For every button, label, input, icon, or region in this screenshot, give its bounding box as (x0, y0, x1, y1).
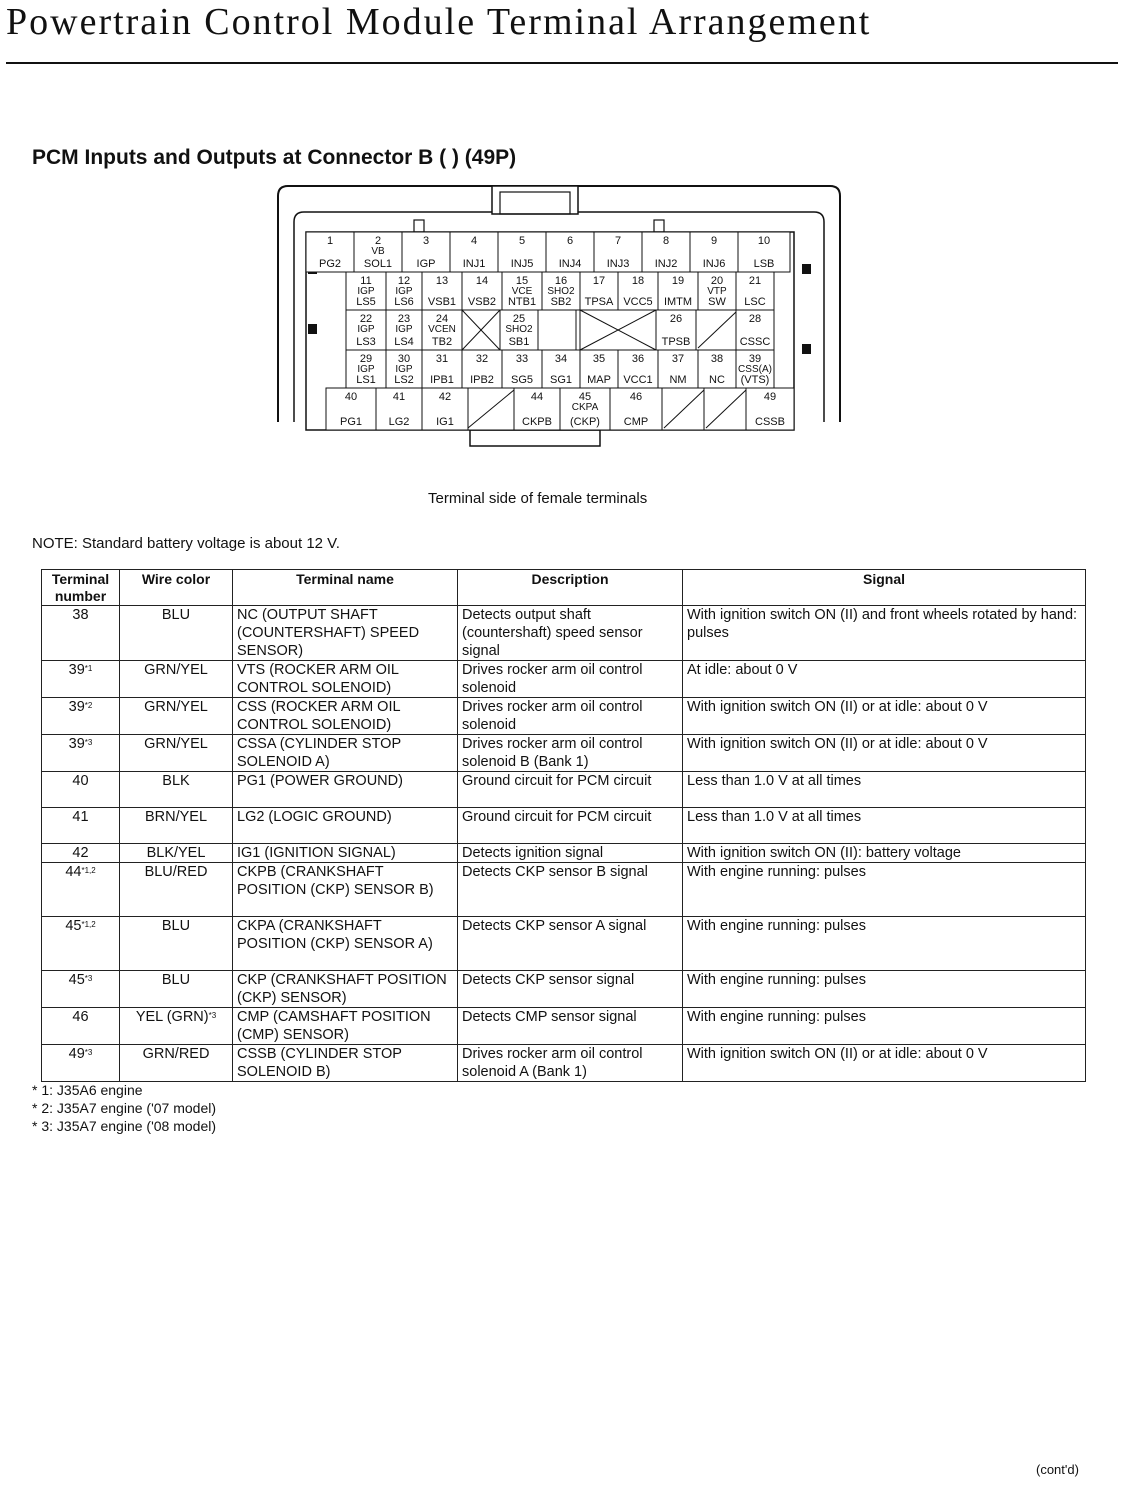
terminal-cavity-26 (656, 310, 696, 350)
terminal-sublabel: IGP (357, 286, 375, 297)
terminal-number: 1 (326, 235, 334, 247)
cell-signal: With engine running: pulses (683, 863, 1086, 917)
cell-description: Detects ignition signal (458, 844, 683, 863)
terminal-cavity-37 (658, 350, 698, 388)
terminal-cavity-28 (736, 310, 774, 350)
cell-description: Ground circuit for PCM circuit (458, 808, 683, 844)
cell-terminal-name: CSSA (CYLINDER STOP SOLENOID A) (233, 735, 458, 772)
header-description: Description (458, 570, 683, 606)
footnote-ref: *3 (84, 974, 93, 983)
cell-wire-color: BLU (120, 606, 233, 661)
table-row (42, 917, 1086, 971)
terminal-number: 14 (475, 275, 489, 287)
continued-label: (cont'd) (1036, 1462, 1079, 1477)
terminal-label: INJ3 (606, 258, 630, 270)
terminal-sublabel: VB (371, 246, 385, 257)
terminal-label: TB2 (431, 336, 453, 348)
header-wire-color: Wire color (120, 570, 233, 606)
terminal-label: IG1 (436, 416, 454, 428)
terminal-number: 29 (359, 353, 373, 365)
terminal-number: 32 (475, 353, 489, 365)
cell-terminal-number: 40 (42, 772, 120, 808)
terminal-cavity-33 (502, 350, 542, 388)
terminal-label: NC (709, 374, 725, 386)
terminal-label: NM (669, 374, 687, 386)
terminal-number: 45 (578, 391, 592, 403)
section-title: PCM Inputs and Outputs at Connector B ( ) (49P) (32, 146, 517, 169)
cell-wire-color: GRN/YEL (120, 735, 233, 772)
terminal-label: VSB1 (427, 296, 457, 308)
terminal-number: 15 (515, 275, 529, 287)
terminal-number: 20 (710, 275, 724, 287)
terminal-cavity-22 (346, 310, 386, 350)
terminal-number: 46 (629, 391, 643, 403)
terminal-table-header (42, 570, 1086, 606)
terminal-label: TPSA (584, 296, 614, 308)
connector-latch (492, 186, 578, 214)
header-terminal-number: Terminal number (42, 570, 120, 606)
terminal-cavity-19 (658, 272, 698, 310)
connector-diagram (270, 182, 850, 452)
cell-description: Detects CKP sensor signal (458, 971, 683, 1008)
terminal-label: SG1 (549, 374, 573, 386)
terminal-number: 4 (470, 235, 478, 247)
cell-signal: At idle: about 0 V (683, 661, 1086, 698)
cell-signal: With ignition switch ON (II) or at idle: about 0 V (683, 735, 1086, 772)
cell-signal: Less than 1.0 V at all times (683, 772, 1086, 808)
cell-wire-color: BRN/YEL (120, 808, 233, 844)
cell-terminal-number: 39$^{*3}$ (42, 735, 120, 772)
terminal-label: IPB1 (430, 374, 454, 386)
cell-signal: With engine running: pulses (683, 917, 1086, 971)
terminal-number: 23 (397, 313, 411, 325)
terminal-cavity-4 (450, 232, 498, 272)
terminal-number: 13 (435, 275, 449, 287)
cell-terminal-name: CKP (CRANKSHAFT POSITION (CKP) SENSOR) (233, 971, 458, 1008)
terminal-label: INJ6 (702, 258, 726, 270)
cell-terminal-name: CKPA (CRANKSHAFT POSITION (CKP) SENSOR A) (233, 917, 458, 971)
terminal-label: VSB2 (467, 296, 497, 308)
cell-signal: With engine running: pulses (683, 1008, 1086, 1045)
terminal-number: 25 (512, 313, 526, 325)
terminal-number: 37 (671, 353, 685, 365)
terminal-label: CKPB (522, 416, 552, 428)
terminal-label: SB1 (508, 336, 530, 348)
terminal-cavity-32 (462, 350, 502, 388)
cell-description: Drives rocker arm oil control solenoid (458, 698, 683, 735)
cell-terminal-name: VTS (ROCKER ARM OIL CONTROL SOLENOID) (233, 661, 458, 698)
diagram-caption: Terminal side of female terminals (428, 490, 648, 507)
terminal-cavity-30 (386, 350, 422, 388)
terminal-number: 41 (392, 391, 406, 403)
cell-terminal-number: 46 (42, 1008, 120, 1045)
cell-description: Drives rocker arm oil control solenoid (458, 661, 683, 698)
terminal-cavity-40 (326, 388, 376, 430)
terminal-label: INJ1 (462, 258, 486, 270)
cell-terminal-number: 39$^{*2}$ (42, 698, 120, 735)
terminal-label: PG2 (318, 258, 342, 270)
terminal-label: SB2 (550, 296, 572, 308)
battery-voltage-note: NOTE: Standard battery voltage is about 12 V. (32, 535, 340, 552)
terminal-sublabel: CSS(A) (738, 364, 772, 375)
table-row (42, 808, 1086, 844)
terminal-number: 2 (374, 235, 382, 247)
terminal-cavity-16 (542, 272, 580, 310)
terminal-cavity-17 (580, 272, 618, 310)
terminal-cavity-41 (376, 388, 422, 430)
terminal-label: CSSB (755, 416, 785, 428)
terminal-label: INJ5 (510, 258, 534, 270)
title-rule (6, 62, 1118, 64)
cell-wire-color: BLK/YEL (120, 844, 233, 863)
terminal-label: INJ4 (558, 258, 582, 270)
terminal-cavity-6 (546, 232, 594, 272)
terminal-number: 49 (763, 391, 777, 403)
terminal-sublabel: CKPA (571, 402, 599, 413)
terminal-cavity-10 (738, 232, 790, 272)
cell-terminal-number: 45$^{*3}$ (42, 971, 120, 1008)
terminal-cavity-20 (698, 272, 736, 310)
cell-terminal-number: 39$^{*1}$ (42, 661, 120, 698)
table-row (42, 863, 1086, 917)
terminal-number: 12 (397, 275, 411, 287)
blank-cavity (538, 310, 576, 350)
footnote-ref: *3 (84, 1048, 93, 1057)
terminal-number: 28 (748, 313, 762, 325)
terminal-cavity-49 (746, 388, 794, 430)
terminal-label: VCC5 (623, 296, 653, 308)
terminal-number: 5 (518, 235, 526, 247)
cell-wire-color: BLK (120, 772, 233, 808)
terminal-cavity-3 (402, 232, 450, 272)
terminal-sublabel: SHO2 (547, 286, 575, 297)
terminal-number: 31 (435, 353, 449, 365)
terminal-sublabel: VCEN (428, 324, 456, 335)
cell-description: Detects CKP sensor A signal (458, 917, 683, 971)
terminal-label: IPB2 (470, 374, 494, 386)
table-row (42, 735, 1086, 772)
terminal-label: MAP (587, 374, 611, 386)
terminal-label: SG5 (510, 374, 534, 386)
footnote: * 1: J35A6 engine (32, 1082, 143, 1098)
terminal-cavity-15 (502, 272, 542, 310)
terminal-sublabel: IGP (395, 286, 413, 297)
terminal-cavity-39 (736, 350, 774, 388)
cell-wire-color: BLU (120, 917, 233, 971)
terminal-cavity-14 (462, 272, 502, 310)
cell-terminal-number: 41 (42, 808, 120, 844)
terminal-cavity-38 (698, 350, 736, 388)
terminal-cavity-36 (618, 350, 658, 388)
cell-signal: With ignition switch ON (II) or at idle: about 0 V (683, 698, 1086, 735)
table-row (42, 606, 1086, 661)
terminal-cavity-7 (594, 232, 642, 272)
footnote-ref: *1 (84, 664, 93, 673)
terminal-cavity-34 (542, 350, 580, 388)
footnotes (32, 1081, 216, 1135)
terminal-cavity-1 (306, 232, 354, 272)
terminal-sublabel: IGP (357, 364, 375, 375)
terminal-label: LS1 (356, 374, 376, 386)
terminal-number: 26 (669, 313, 683, 325)
cell-terminal-name: IG1 (IGNITION SIGNAL) (233, 844, 458, 863)
terminal-cavity-9 (690, 232, 738, 272)
terminal-cavity-25 (500, 310, 538, 350)
footnote-ref: *1,2 (81, 866, 96, 875)
terminal-sublabel: VTP (707, 286, 727, 297)
cell-terminal-name: CKPB (CRANKSHAFT POSITION (CKP) SENSOR B) (233, 863, 458, 917)
terminal-number: 42 (438, 391, 452, 403)
cell-wire-color: YEL (GRN)$^{*3}$ (120, 1008, 233, 1045)
terminal-cavity-46 (610, 388, 662, 430)
terminal-sublabel: VCE (511, 286, 533, 297)
terminal-label: LSB (753, 258, 775, 270)
cell-terminal-number: 42 (42, 844, 120, 863)
cell-terminal-name: CMP (CAMSHAFT POSITION (CMP) SENSOR) (233, 1008, 458, 1045)
table-row (42, 971, 1086, 1008)
cell-signal: With engine running: pulses (683, 971, 1086, 1008)
terminal-cavity-45 (560, 388, 610, 430)
cell-terminal-name: LG2 (LOGIC GROUND) (233, 808, 458, 844)
terminal-sublabel: IGP (395, 324, 413, 335)
footnote: * 3: J35A7 engine ('08 model) (32, 1118, 217, 1134)
terminal-number: 39 (748, 353, 762, 365)
terminal-label: LS6 (394, 296, 414, 308)
terminal-cavity-35 (580, 350, 618, 388)
cell-description: Drives rocker arm oil control solenoid B (Bank 1) (458, 735, 683, 772)
cell-description: Detects output shaft (countershaft) speed sensor signal (458, 606, 683, 661)
terminal-label: INJ2 (654, 258, 678, 270)
footnote-ref: *3 (84, 738, 93, 747)
terminal-label: IMTM (663, 296, 693, 308)
table-row (42, 1008, 1086, 1045)
terminal-cavity-13 (422, 272, 462, 310)
terminal-label: SOL1 (363, 258, 393, 270)
terminal-label: (VTS) (740, 374, 770, 386)
terminal-label: LS2 (394, 374, 414, 386)
connector-cavities (306, 232, 794, 430)
cell-terminal-number: 38 (42, 606, 120, 661)
terminal-sublabel: IGP (357, 324, 375, 335)
terminal-label: VCC1 (623, 374, 653, 386)
terminal-number: 17 (592, 275, 606, 287)
terminal-number: 34 (554, 353, 568, 365)
cell-wire-color: GRN/YEL (120, 661, 233, 698)
cell-terminal-name: CSSB (CYLINDER STOP SOLENOID B) (233, 1045, 458, 1082)
terminal-number: 33 (515, 353, 529, 365)
terminal-number: 11 (360, 275, 372, 287)
terminal-cavity-2 (354, 232, 402, 272)
cell-terminal-number: 44$^{*1,2}$ (42, 863, 120, 917)
terminal-number: 8 (662, 235, 670, 247)
terminal-cavity-44 (514, 388, 560, 430)
terminal-number: 24 (435, 313, 449, 325)
cell-wire-color: BLU/RED (120, 863, 233, 917)
terminal-cavity-24 (422, 310, 462, 350)
cell-description: Drives rocker arm oil control solenoid A (Bank 1) (458, 1045, 683, 1082)
terminal-label: SW (708, 296, 726, 308)
cell-signal: With ignition switch ON (II): battery voltage (683, 844, 1086, 863)
terminal-cavity-12 (386, 272, 422, 310)
table-row (42, 772, 1086, 808)
cell-terminal-name: NC (OUTPUT SHAFT (COUNTERSHAFT) SPEED SENSOR) (233, 606, 458, 661)
terminal-sublabel: IGP (395, 364, 413, 375)
terminal-number: 21 (748, 275, 762, 287)
cell-signal: With ignition switch ON (II) or at idle: about 0 V (683, 1045, 1086, 1082)
cell-wire-color: GRN/RED (120, 1045, 233, 1082)
terminal-number: 36 (631, 353, 645, 365)
terminal-label: IGP (416, 258, 436, 270)
terminal-label: TPSB (661, 336, 691, 348)
terminal-cavity-21 (736, 272, 774, 310)
terminal-label: LSC (744, 296, 766, 308)
terminal-number: 7 (614, 235, 622, 247)
terminal-number: 35 (592, 353, 606, 365)
terminal-cavity-11 (346, 272, 386, 310)
footnote-ref: *1,2 (81, 920, 96, 929)
terminal-label: CMP (623, 416, 649, 428)
cell-description: Detects CKP sensor B signal (458, 863, 683, 917)
cell-terminal-name: CSS (ROCKER ARM OIL CONTROL SOLENOID) (233, 698, 458, 735)
header-signal: Signal (683, 570, 1086, 606)
terminal-number: 38 (710, 353, 724, 365)
terminal-label: LS5 (356, 296, 376, 308)
cell-terminal-number: 45$^{*1,2}$ (42, 917, 120, 971)
terminal-label: LG2 (388, 416, 410, 428)
terminal-number: 9 (710, 235, 718, 247)
terminal-number: 18 (631, 275, 645, 287)
page-title: Powertrain Control Module Terminal Arrangement (6, 1, 872, 43)
cell-terminal-name: PG1 (POWER GROUND) (233, 772, 458, 808)
cell-signal: With ignition switch ON (II) and front wheels rotated by hand: pulses (683, 606, 1086, 661)
footnote-ref: *2 (84, 701, 93, 710)
terminal-number: 40 (344, 391, 358, 403)
cell-description: Ground circuit for PCM circuit (458, 772, 683, 808)
terminal-label: LS4 (394, 336, 414, 348)
table-row (42, 1045, 1086, 1082)
cell-wire-color: GRN/YEL (120, 698, 233, 735)
cell-signal: Less than 1.0 V at all times (683, 808, 1086, 844)
terminal-cavity-18 (618, 272, 658, 310)
footnote-ref: *3 (208, 1011, 217, 1020)
terminal-cavity-42 (422, 388, 468, 430)
cell-description: Detects CMP sensor signal (458, 1008, 683, 1045)
terminal-label: (CKP) (570, 416, 600, 428)
terminal-sublabel: SHO2 (505, 324, 533, 335)
cell-terminal-number: 49$^{*3}$ (42, 1045, 120, 1082)
terminal-number: 19 (671, 275, 685, 287)
terminal-cavity-31 (422, 350, 462, 388)
terminal-cavity-5 (498, 232, 546, 272)
terminal-label: PG1 (339, 416, 363, 428)
terminal-label: NTB1 (507, 296, 537, 308)
terminal-table (41, 569, 1086, 1082)
terminal-label: CSSC (739, 336, 771, 348)
terminal-number: 22 (359, 313, 373, 325)
terminal-number: 10 (757, 235, 771, 247)
table-row (42, 698, 1086, 735)
table-row (42, 844, 1086, 863)
header-terminal-name: Terminal name (233, 570, 458, 606)
terminal-number: 6 (566, 235, 574, 247)
terminal-number: 3 (422, 235, 430, 247)
terminal-cavity-29 (346, 350, 386, 388)
terminal-cavity-8 (642, 232, 690, 272)
terminal-cavity-23 (386, 310, 422, 350)
terminal-number: 16 (554, 275, 568, 287)
terminal-label: LS3 (356, 336, 376, 348)
cell-wire-color: BLU (120, 971, 233, 1008)
terminal-number: 30 (397, 353, 411, 365)
footnote: * 2: J35A7 engine ('07 model) (32, 1100, 217, 1116)
table-row (42, 661, 1086, 698)
terminal-number: 44 (530, 391, 544, 403)
